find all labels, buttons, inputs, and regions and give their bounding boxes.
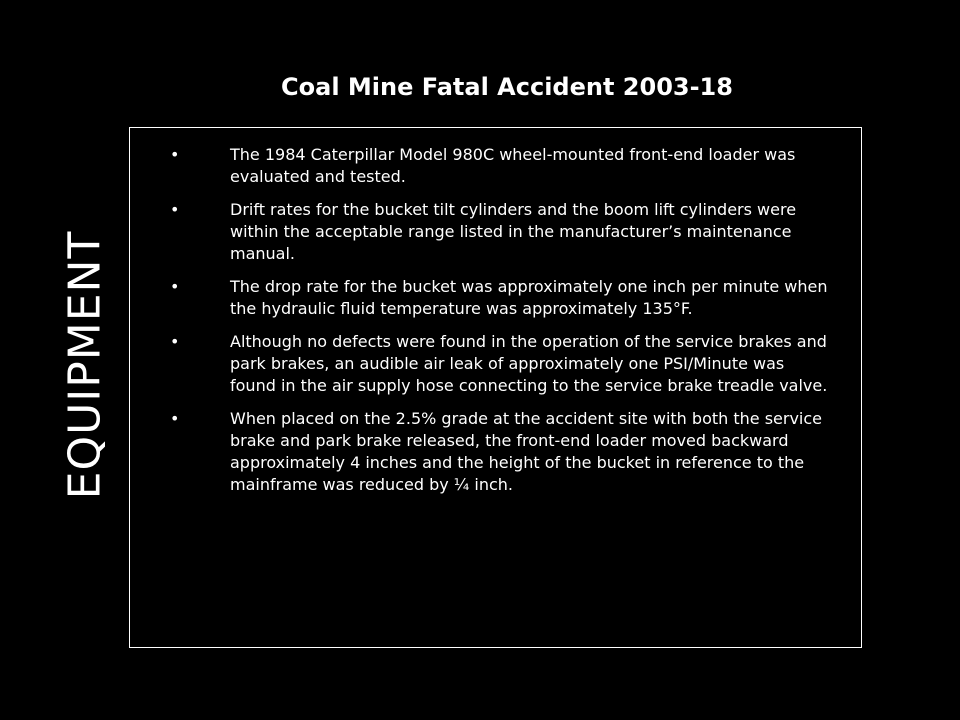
slide-title: Coal Mine Fatal Accident 2003-18 xyxy=(281,73,733,101)
side-label: EQUIPMENT xyxy=(59,230,111,500)
bullet-text: The 1984 Caterpillar Model 980C wheel-mounted front-end loader was evaluated and tested. xyxy=(230,145,796,186)
bullet-item xyxy=(170,408,830,496)
bullet-item xyxy=(170,144,830,188)
bullet-dot: • xyxy=(170,277,180,296)
bullet-item xyxy=(170,331,830,397)
bullet-item xyxy=(170,276,830,320)
bullet-text: Drift rates for the bucket tilt cylinders and the boom lift cylinders were within the acceptable range listed in the manufacturer’s maintenance manual. xyxy=(230,200,797,263)
bullet-dot: • xyxy=(170,200,180,219)
bullet-dot: • xyxy=(170,332,180,351)
bullet-list xyxy=(170,144,830,507)
bullet-text: When placed on the 2.5% grade at the accident site with both the service brake and park brake released, the front-end loader moved backward approximately 4 inches and the height of the bucket in reference to the mainframe was reduced by ¼ inch. xyxy=(230,409,823,494)
bullet-dot: • xyxy=(170,409,180,428)
bullet-dot: • xyxy=(170,145,180,164)
content-box xyxy=(129,127,862,648)
bullet-text: The drop rate for the bucket was approximately one inch per minute when the hydraulic fluid temperature was approximately 135°F. xyxy=(230,277,828,318)
bullet-item xyxy=(170,199,830,265)
bullet-text: Although no defects were found in the operation of the service brakes and park brakes, an audible air leak of approximately one PSI/Minute was found in the air supply hose connecting to the service brake treadle valve. xyxy=(230,332,828,395)
